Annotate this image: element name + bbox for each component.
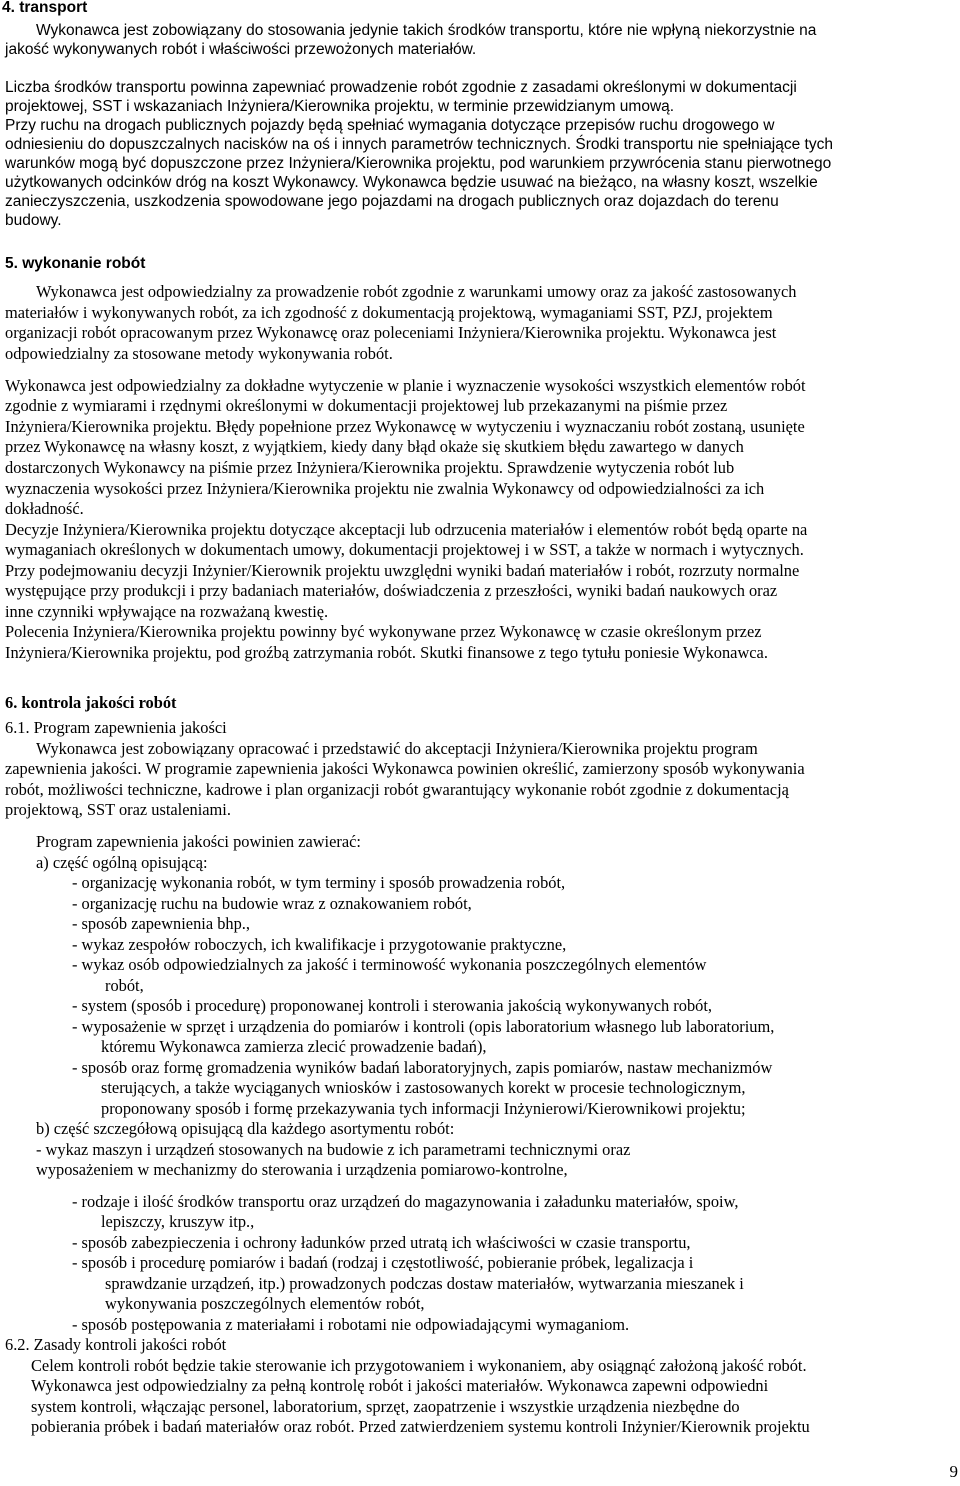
list-item-continuation: sprawdzanie urządzeń, itp.) prowadzonych podczas dostaw materiałów, wytwarzania mieszanek i — [105, 1274, 744, 1293]
section-5-line: organizacji robót opracowanym przez Wykonawcę oraz poleceniami Inżyniera/Kierownika projektu. Wykonawca jest — [5, 323, 777, 342]
section-4-line: warunków mogą być dopuszczone przez Inżyniera/Kierownika projektu, pod warunkiem przywrócenia stanu pierwotnego — [5, 155, 832, 172]
section-6-line: zapewnienia jakości. W programie zapewnienia jakości Wykonawca powinien określić, zamierzony sposób wykonywania — [5, 759, 805, 778]
section-5-line: Polecenia Inżyniera/Kierownika projektu powinny być wykonywane przez Wykonawcę w czasie określonym przez — [5, 622, 762, 641]
section-5-line: Inżyniera/Kierownika projektu. Błędy popełnione przez Wykonawcę w wytyczeniu i wyznaczaniu robót zostaną, usunięte — [5, 417, 805, 436]
section-4-line: Przy ruchu na drogach publicznych pojazdy będą spełniać wymagania dotyczące przepisów ruchu drogowego w — [5, 117, 775, 134]
list-item: - sposób postępowania z materiałami i robotami nie odpowiadającymi wymaganiom. — [72, 1315, 630, 1334]
section-5-line: odpowiedzialny za stosowane metody wykonywania robót. — [5, 344, 393, 363]
list-item: - system (sposób i procedurę) proponowanej kontroli i sterowania jakością wykonywanych robót, — [72, 996, 712, 1015]
list-item: - wykaz maszyn i urządzeń stosowanych na budowie z ich parametrami technicznymi oraz — [36, 1140, 631, 1159]
section-5-line: materiałów i wykonywanych robót, za ich zgodność z dokumentacją projektową, wymaganiami SST, PZJ, projektem — [5, 303, 773, 322]
list-item-continuation: lepiszczy, kruszyw itp., — [101, 1212, 255, 1231]
section-5-line: Przy podejmowaniu decyzji Inżynier/Kierownik projektu uwzględni wyniki badań materiałów i robót, rozrzuty normalne — [5, 561, 800, 580]
list-item: - rodzaje i ilość środków transportu oraz urządzeń do magazynowania i załadunku materiałów, spoiw, — [72, 1192, 739, 1211]
section-5-line: Inżyniera/Kierownika projektu, pod groźbą zatrzymania robót. Skutki finansowe z tego tytułu poniesie Wykonawca. — [5, 643, 768, 662]
section-4-line: budowy. — [5, 212, 62, 229]
section-4-heading: 4. transport — [2, 0, 88, 16]
list-item-continuation: wyposażeniem w mechanizmy do sterowania i urządzenia pomiarowo-kontrolne, — [36, 1160, 568, 1179]
section-6-line: projektową, SST oraz ustaleniami. — [5, 800, 231, 819]
section-6-line: robót, możliwości techniczne, kadrowe i plan organizacji robót gwarantujący wykonanie robót zgodnie z dokumentacją — [5, 780, 789, 799]
section-5-line: zgodnie z wymiarami i rzędnymi określonymi w dokumentacji projektowej lub przekazanymi na piśmie przez — [5, 396, 728, 415]
section-5-line: wyznaczenia wysokości przez Inżyniera/Kierownika projektu nie zwalnia Wykonawcy od odpowiedzialności za ich — [5, 479, 765, 498]
section-4-line: zanieczyszczenia, uszkodzenia spowodowane jego pojazdami na drogach publicznych oraz dojazdach do terenu — [5, 193, 779, 210]
section-4-line: Liczba środków transportu powinna zapewniać prowadzenie robót zgodnie z zasadami określonymi w dokumentacji — [5, 79, 797, 96]
list-item-continuation: robót, — [105, 976, 144, 995]
section-4-line: jakość wykonywanych robót i właściwości przewożonych materiałów. — [5, 41, 477, 58]
section-4-line: Wykonawca jest zobowiązany do stosowania jedynie takich środków transportu, które nie wpłyną niekorzystnie na — [36, 22, 817, 39]
list-item: - sposób zapewnienia bhp., — [72, 914, 250, 933]
list-item: - organizację ruchu na budowie wraz z oznakowaniem robót, — [72, 894, 472, 913]
list-heading: b) część szczegółową opisującą dla każdego asortymentu robót: — [36, 1119, 455, 1138]
section-4-line: projektowej, SST i wskazaniach Inżyniera/Kierownika projektu, w terminie przewidzianym umową. — [5, 98, 675, 115]
section-4-line: odniesieniu do dopuszczalnych nacisków na oś i innych parametrów technicznych. Środki transportu nie spełniające tych — [5, 136, 833, 153]
section-5-heading: 5. wykonanie robót — [5, 255, 146, 272]
section-5-line: dokładność. — [5, 499, 84, 518]
list-item: - sposób zabezpieczenia i ochrony ładunków przed utratą ich właściwości w czasie transportu, — [72, 1233, 691, 1252]
section-5-line: występujące przy produkcji i przy badaniach materiałów, doświadczenia z przeszłości, wyniki badań naukowych oraz — [5, 581, 778, 600]
list-item-continuation: proponowany sposób i formę przekazywania tych informacji Inżynierowi/Kierownikowi projektu; — [101, 1099, 746, 1118]
subsection-heading: 6.1. Program zapewnienia jakości — [5, 718, 227, 737]
page-number: 9 — [949, 1462, 958, 1481]
list-item: - wykaz zespołów roboczych, ich kwalifikacje i przygotowanie praktyczne, — [72, 935, 567, 954]
section-5-line: wymaganiach określonych w dokumentach umowy, dokumentacji projektowej i w SST, a także w normach i wytycznych. — [5, 540, 804, 559]
section-4-line: użytkowanych odcinków dróg na koszt Wykonawcy. Wykonawca będzie usuwać na bieżąco, na własny koszt, wszelkie — [5, 174, 818, 191]
subsection-heading: 6.2. Zasady kontroli jakości robót — [5, 1335, 227, 1354]
section-6-line: system kontroli, włączając personel, laboratorium, sprzęt, zaopatrzenie i wszystkie urządzenia niezbędne do — [31, 1397, 740, 1416]
section-6-line: Celem kontroli robót będzie takie sterowanie ich przygotowaniem i wykonaniem, aby osiągnąć założoną jakość robót. — [31, 1356, 807, 1375]
section-5-line: Wykonawca jest odpowiedzialny za dokładne wytyczenie w planie i wyznaczenie wysokości wszystkich elementów robót — [5, 376, 806, 395]
list-item: - sposób i procedurę pomiarów i badań (rodzaj i częstotliwość, pobieranie próbek, legalizacja i — [72, 1253, 694, 1272]
list-item-continuation: sterujących, a także wyciąganych wniosków i zastosowanych korekt w procesie technologicznym, — [101, 1078, 746, 1097]
section-5-line: Decyzje Inżyniera/Kierownika projektu dotyczące akceptacji lub odrzucenia materiałów i elementów robót będą oparte na — [5, 520, 808, 539]
list-item: - organizację wykonania robót, w tym terminy i sposób prowadzenia robót, — [72, 873, 566, 892]
list-item: - wyposażenie w sprzęt i urządzenia do pomiarów i kontroli (opis laboratorium własnego lub laboratorium, — [72, 1017, 775, 1036]
list-item: - wykaz osób odpowiedzialnych za jakość i terminowość wykonania poszczególnych elementów — [72, 955, 707, 974]
section-5-line: przez Wykonawcę na własny koszt, z wyjątkiem, kiedy dany błąd okaże się skutkiem błędu zawartego w danych — [5, 437, 744, 456]
list-heading: a) część ogólną opisującą: — [36, 853, 208, 872]
section-6-line: Wykonawca jest odpowiedzialny za pełną kontrolę robót i jakości materiałów. Wykonawca zapewni odpowiedni — [31, 1376, 769, 1395]
section-6-line: pobierania próbek i badań materiałów oraz robót. Przed zatwierdzeniem systemu kontroli Inżynier/Kierownik projektu — [31, 1417, 810, 1436]
section-5-line: Wykonawca jest odpowiedzialny za prowadzenie robót zgodnie z warunkami umowy oraz za jakość zastosowanych — [36, 282, 797, 301]
list-item-continuation: wykonywania poszczególnych elementów robót, — [105, 1294, 425, 1313]
list-item: - sposób oraz formę gromadzenia wyników badań laboratoryjnych, zapis pomiarów, nastaw mechanizmów — [72, 1058, 773, 1077]
section-5-line: dostarczonych Wykonawcy na piśmie przez Inżyniera/Kierownika projektu. Sprawdzenie wytyczenia robót lub — [5, 458, 735, 477]
section-5-line: inne czynniki wpływające na rozważaną kwestię. — [5, 602, 329, 621]
section-6-line: Program zapewnienia jakości powinien zawierać: — [36, 832, 361, 851]
section-6-heading: 6. kontrola jakości robót — [5, 693, 177, 712]
list-item-continuation: któremu Wykonawca zamierza zlecić prowadzenie badań), — [101, 1037, 487, 1056]
section-6-line: Wykonawca jest zobowiązany opracować i przedstawić do akceptacji Inżyniera/Kierownika projektu program — [36, 739, 758, 758]
